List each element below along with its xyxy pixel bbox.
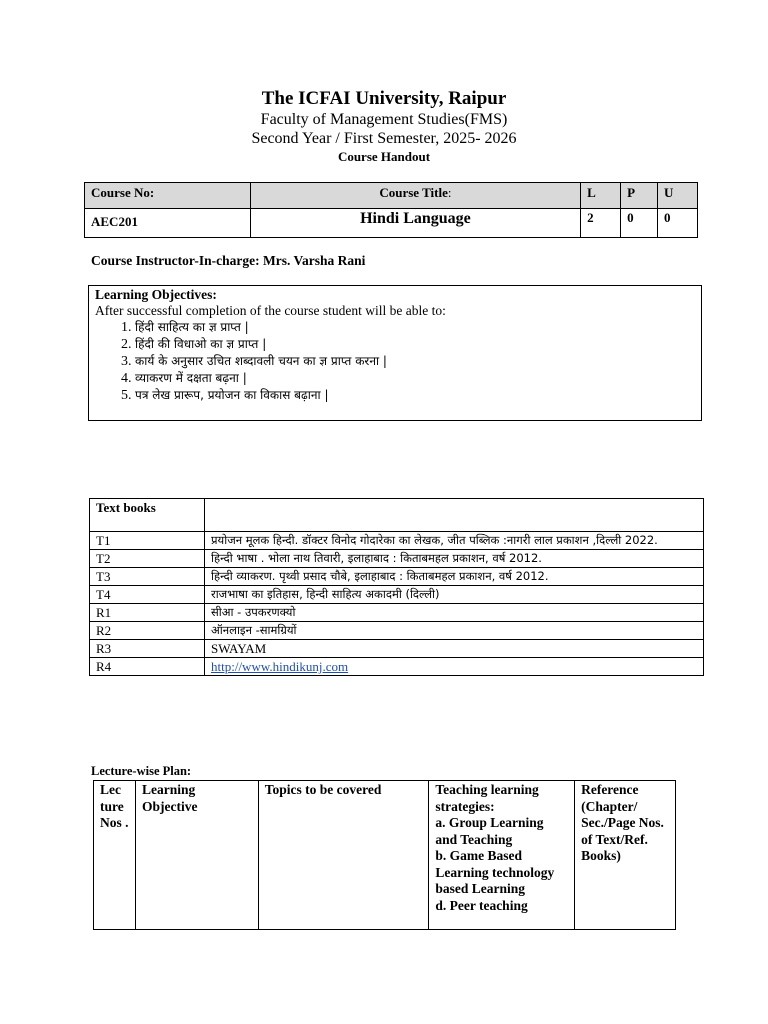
strategy-item: b. Game Based Learning technology based Learning — [435, 848, 555, 896]
book-title: हिन्दी भाषा . भोला नाथ तिवारी, इलाहाबाद : किताबमहल प्रकाशन, वर्ष 2012. — [205, 550, 704, 568]
university-name: The ICFAI University, Raipur — [261, 88, 507, 109]
course-table-header-row — [85, 183, 698, 209]
course-table-value-row — [85, 209, 698, 238]
book-title: SWAYAM — [205, 640, 704, 658]
table-row — [90, 622, 704, 640]
text-books-table — [89, 498, 704, 676]
course-title-value: Hindi Language — [250, 209, 580, 238]
strategies-title: Teaching learning strategies: — [435, 782, 539, 814]
objective-item: 1. हिंदी साहित्य का ज्ञ प्राप्त | — [135, 319, 695, 336]
book-title: हिन्दी व्याकरण. पृथ्वी प्रसाद चौबे, इलाहाबाद : किताबमहल प्रकाशन, वर्ष 2012. — [205, 568, 704, 586]
strategies-header — [429, 781, 575, 930]
table-row — [90, 568, 704, 586]
p-value: 0 — [621, 209, 658, 238]
objective-item: 3. कार्य के अनुसार उचित शब्दावली चयन का ज्ञ प्राप्त करना | — [135, 353, 695, 370]
strategy-item: a. Group Learning and Teaching — [435, 815, 544, 847]
u-label: U — [658, 183, 698, 209]
table-row — [90, 604, 704, 622]
table-row — [90, 640, 704, 658]
instructor-in-charge: Course Instructor-In-charge: Mrs. Varsha Rani — [91, 253, 366, 268]
lecture-plan-table — [93, 780, 676, 930]
book-title: राजभाषा का इतिहास, हिन्दी साहित्य अकादमी (दिल्ली) — [205, 586, 704, 604]
document-type: Course Handout — [337, 149, 431, 164]
table-row — [90, 586, 704, 604]
learning-objective-header: Learning Objective — [135, 781, 258, 930]
course-no-value: AEC201 — [85, 209, 251, 238]
book-title: ऑनलाइन -सामग्रियों — [205, 622, 704, 640]
l-value: 2 — [581, 209, 621, 238]
book-link-cell — [205, 658, 704, 676]
book-code: T4 — [90, 586, 205, 604]
book-code: R2 — [90, 622, 205, 640]
plan-header-row — [94, 781, 676, 930]
book-title: प्रयोजन मूलक हिन्दी. डॉक्टर विनोद गोदारेका का लेखक, जीत पब्लिक :नागरी लाल प्रकाशन ,दिल्ली 2022. — [205, 532, 704, 550]
objective-item: 4. व्याकरण में दक्षता बढ़ना | — [135, 370, 695, 387]
u-value: 0 — [658, 209, 698, 238]
book-code: R4 — [90, 658, 205, 676]
book-code: T1 — [90, 532, 205, 550]
course-title-label: Course Title: — [250, 183, 580, 209]
p-label: P — [621, 183, 658, 209]
objectives-heading: Learning Objectives: — [95, 287, 217, 302]
reference-header: Reference (Chapter/ Sec./Page Nos. of Text/Ref. Books) — [575, 781, 676, 930]
objectives-list — [95, 319, 695, 404]
book-code: T2 — [90, 550, 205, 568]
strategy-item: d. Peer teaching — [435, 897, 528, 913]
topics-header: Topics to be covered — [258, 781, 429, 930]
objective-item: 5. पत्र लेख प्रारूप, प्रयोजन का विकास बढ़ाना | — [135, 387, 695, 404]
faculty-name: Faculty of Management Studies(FMS) — [260, 111, 508, 128]
course-info-table — [84, 182, 698, 238]
books-header-empty — [205, 499, 704, 532]
hindikunj-link[interactable]: http://www.hindikunj.com — [211, 659, 349, 674]
semester-info: Second Year / First Semester, 2025- 2026 — [251, 130, 517, 147]
book-code: R1 — [90, 604, 205, 622]
lecture-plan-label: Lecture-wise Plan: — [91, 764, 192, 778]
book-title: सीआ - उपकरणक्यो — [205, 604, 704, 622]
book-code: R3 — [90, 640, 205, 658]
books-header-row — [90, 499, 704, 532]
objective-item: 2. हिंदी की विधाओ का ज्ञ प्राप्त | — [135, 336, 695, 353]
learning-objectives-box — [88, 285, 702, 421]
course-no-label: Course No: — [85, 183, 251, 209]
book-code: T3 — [90, 568, 205, 586]
table-row — [90, 550, 704, 568]
table-row — [90, 658, 704, 676]
objectives-intro: After successful completion of the course student will be able to: — [95, 303, 446, 318]
l-label: L — [581, 183, 621, 209]
lecture-nos-header: Lec ture Nos . — [94, 781, 136, 930]
table-row — [90, 532, 704, 550]
text-books-heading: Text books — [90, 499, 205, 532]
